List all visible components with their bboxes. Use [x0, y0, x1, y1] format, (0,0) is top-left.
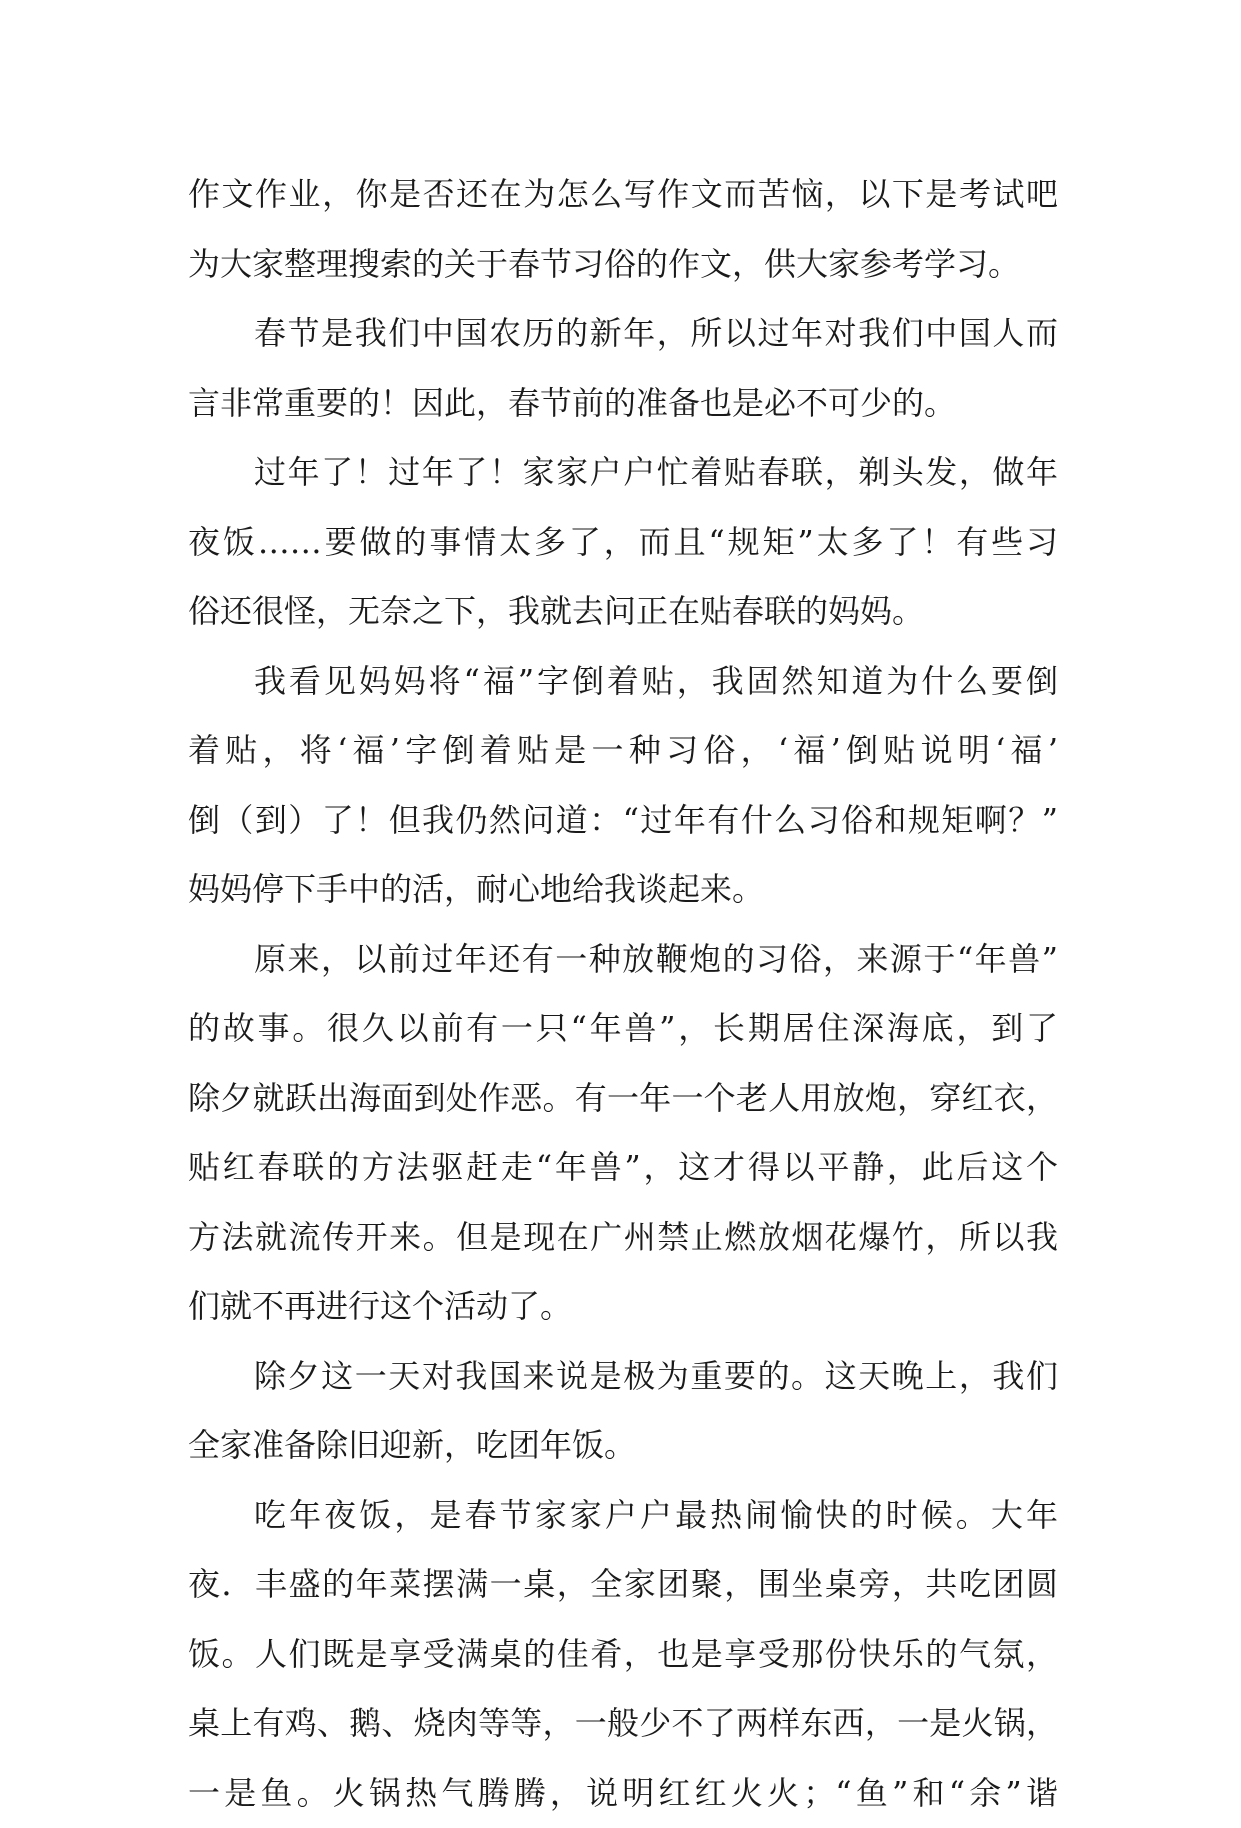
text-line: 倒（到）了！但我仍然问道：“过年有什么习俗和规矩啊？” — [188, 786, 1058, 856]
text-line: 饭。人们既是享受满桌的佳肴，也是享受那份快乐的气氛， — [188, 1620, 1058, 1690]
text-line: 除夕这一天对我国来说是极为重要的。这天晚上，我们 — [188, 1342, 1058, 1412]
text-line: 夜．丰盛的年菜摆满一桌，全家团聚，围坐桌旁，共吃团圆 — [188, 1550, 1058, 1620]
text-line: 作文作业，你是否还在为怎么写作文而苦恼，以下是考试吧 — [188, 160, 1058, 230]
text-line: 贴红春联的方法驱赶走“年兽”，这才得以平静，此后这个 — [188, 1133, 1058, 1203]
text-line: 过年了！过年了！家家户户忙着贴春联，剃头发，做年 — [188, 438, 1058, 508]
text-line: 俗还很怪，无奈之下，我就去问正在贴春联的妈妈。 — [188, 577, 1058, 647]
text-line: 全家准备除旧迎新，吃团年饭。 — [188, 1411, 1058, 1481]
text-line: 方法就流传开来。但是现在广州禁止燃放烟花爆竹，所以我 — [188, 1203, 1058, 1273]
text-line: 除夕就跃出海面到处作恶。有一年一个老人用放炮，穿红衣， — [188, 1064, 1058, 1134]
text-line: 我看见妈妈将“福”字倒着贴，我固然知道为什么要倒 — [188, 647, 1058, 717]
paragraph — [188, 1342, 1058, 1481]
paragraph — [188, 438, 1058, 647]
paragraph — [188, 1481, 1058, 1828]
paragraph — [188, 299, 1058, 438]
text-line: 为大家整理搜索的关于春节习俗的作文，供大家参考学习。 — [188, 230, 1058, 300]
paragraph — [188, 160, 1058, 299]
paragraph — [188, 925, 1058, 1342]
text-line: 春节是我们中国农历的新年，所以过年对我们中国人而 — [188, 299, 1058, 369]
text-line: 夜饭……要做的事情太多了，而且“规矩”太多了！有些习 — [188, 508, 1058, 578]
document-body — [188, 160, 1058, 1828]
text-line: 着贴，将‘福’字倒着贴是一种习俗，‘福’倒贴说明‘福’ — [188, 716, 1058, 786]
text-line: 的故事。很久以前有一只“年兽”，长期居住深海底，到了 — [188, 994, 1058, 1064]
text-line: 妈妈停下手中的活，耐心地给我谈起来。 — [188, 855, 1058, 925]
text-line: 吃年夜饭，是春节家家户户最热闹愉快的时候。大年 — [188, 1481, 1058, 1551]
text-line: 们就不再进行这个活动了。 — [188, 1272, 1058, 1342]
text-line: 一是鱼。火锅热气腾腾，说明红红火火；“鱼”和“余”谐 — [188, 1759, 1058, 1828]
text-line: 原来，以前过年还有一种放鞭炮的习俗，来源于“年兽” — [188, 925, 1058, 995]
text-line: 言非常重要的！因此，春节前的准备也是必不可少的。 — [188, 369, 1058, 439]
paragraph — [188, 647, 1058, 925]
text-line: 桌上有鸡、鹅、烧肉等等，一般少不了两样东西，一是火锅， — [188, 1689, 1058, 1759]
